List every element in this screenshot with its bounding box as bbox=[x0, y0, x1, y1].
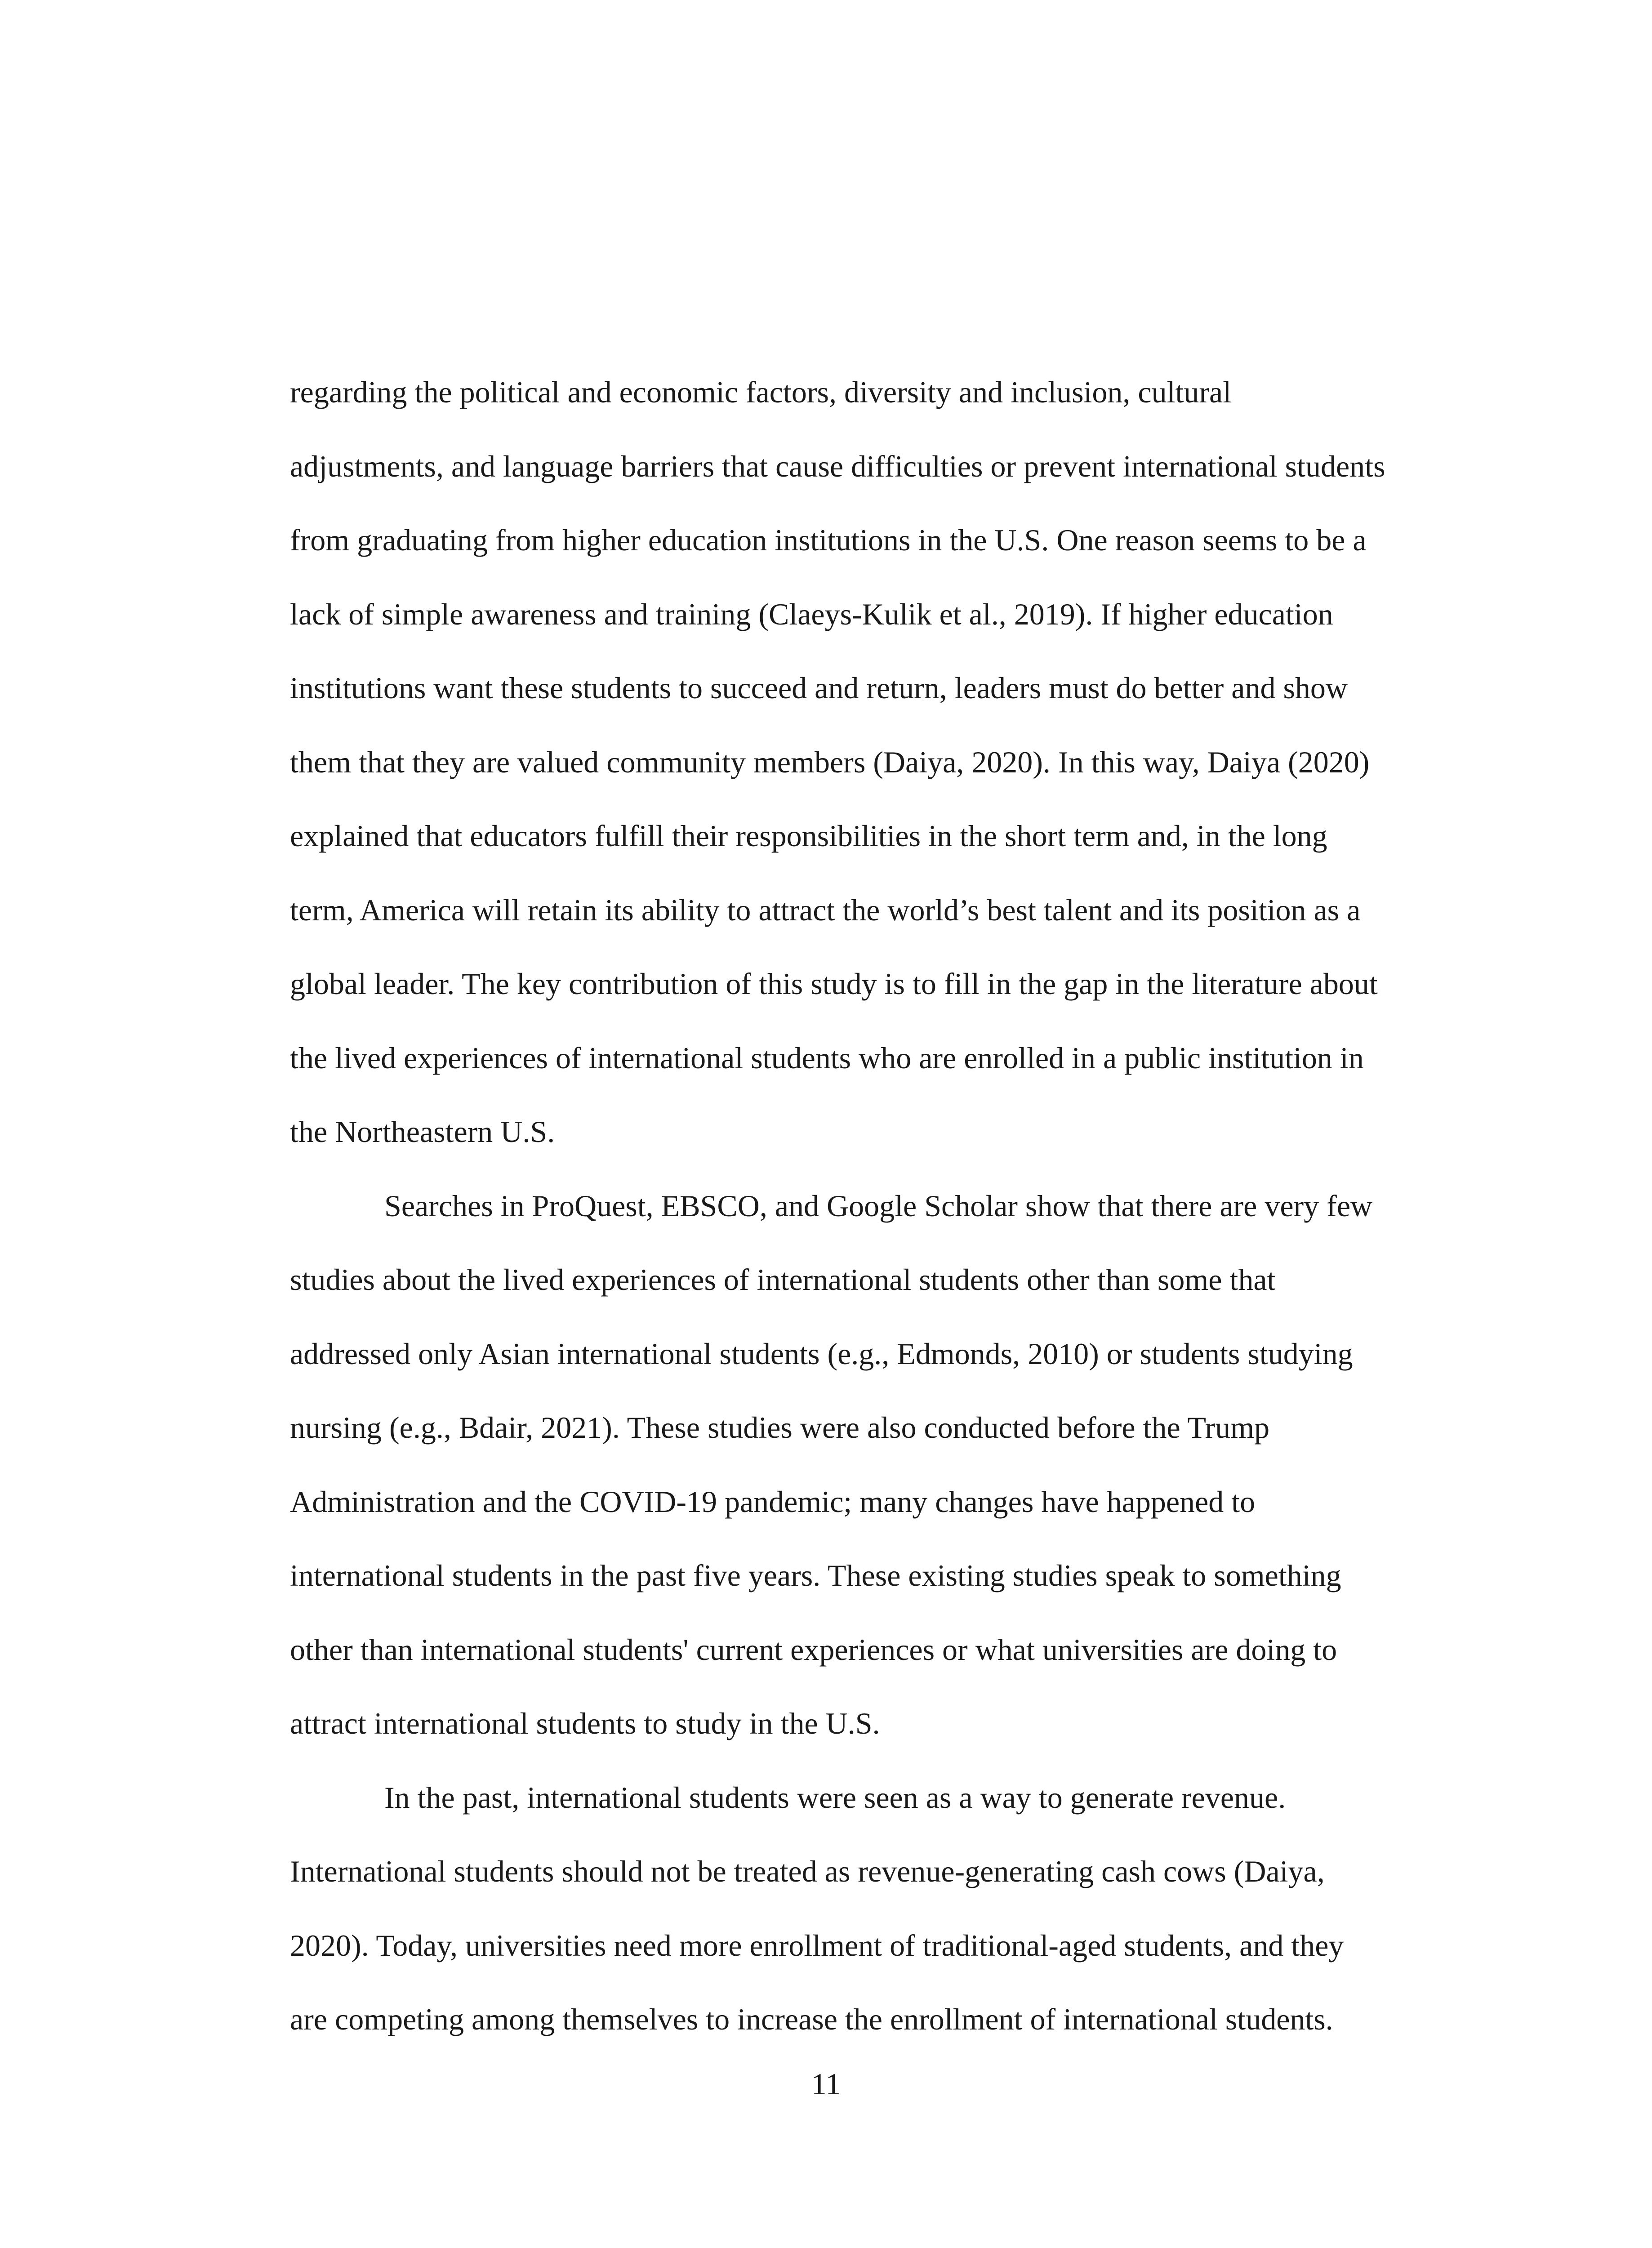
paragraph-start-line: Searches in ProQuest, EBSCO, and Google Scholar show that there are very few bbox=[384, 1188, 1373, 1223]
body-text bbox=[290, 355, 1441, 2056]
text-line: institutions want these students to succeed and return, leaders must do better and show bbox=[290, 671, 1348, 705]
text-line: Administration and the COVID-19 pandemic; many changes have happened to bbox=[290, 1484, 1256, 1519]
text-line: nursing (e.g., Bdair, 2021). These studies were also conducted before the Trump bbox=[290, 1410, 1270, 1445]
text-line: international students in the past five years. These existing studies speak to something bbox=[290, 1558, 1341, 1592]
page-number: 11 bbox=[811, 2067, 841, 2101]
text-line: from graduating from higher education institutions in the U.S. One reason seems to be a bbox=[290, 523, 1367, 557]
text-line: regarding the political and economic factors, diversity and inclusion, cultural bbox=[290, 375, 1232, 409]
paragraph-start-line: In the past, international students were seen as a way to generate revenue. bbox=[384, 1780, 1286, 1815]
text-line: other than international students' current experiences or what universities are doing to bbox=[290, 1632, 1337, 1667]
text-line: term, America will retain its ability to attract the world’s best talent and its position as a bbox=[290, 892, 1361, 927]
text-line: addressed only Asian international students (e.g., Edmonds, 2010) or students studying bbox=[290, 1336, 1353, 1371]
text-line: are competing among themselves to increase the enrollment of international students. bbox=[290, 2002, 1333, 2036]
text-line: global leader. The key contribution of this study is to fill in the gap in the literature about bbox=[290, 967, 1378, 1001]
text-line: 2020). Today, universities need more enrollment of traditional-aged students, and they bbox=[290, 1928, 1344, 1963]
text-line: them that they are valued community members (Daiya, 2020). In this way, Daiya (2020) bbox=[290, 745, 1370, 779]
text-line: International students should not be treated as revenue-generating cash cows (Daiya, bbox=[290, 1854, 1325, 1888]
text-line: the Northeastern U.S. bbox=[290, 1115, 555, 1149]
text-line: studies about the lived experiences of international students other than some that bbox=[290, 1262, 1276, 1297]
text-line: explained that educators fulfill their responsibilities in the short term and, in the long bbox=[290, 819, 1327, 853]
text-line: the lived experiences of international students who are enrolled in a public institution in bbox=[290, 1040, 1364, 1075]
text-line: adjustments, and language barriers that cause difficulties or prevent international students bbox=[290, 449, 1385, 483]
text-line: attract international students to study in the U.S. bbox=[290, 1706, 880, 1740]
text-line: lack of simple awareness and training (Claeys-Kulik et al., 2019). If higher education bbox=[290, 597, 1333, 631]
